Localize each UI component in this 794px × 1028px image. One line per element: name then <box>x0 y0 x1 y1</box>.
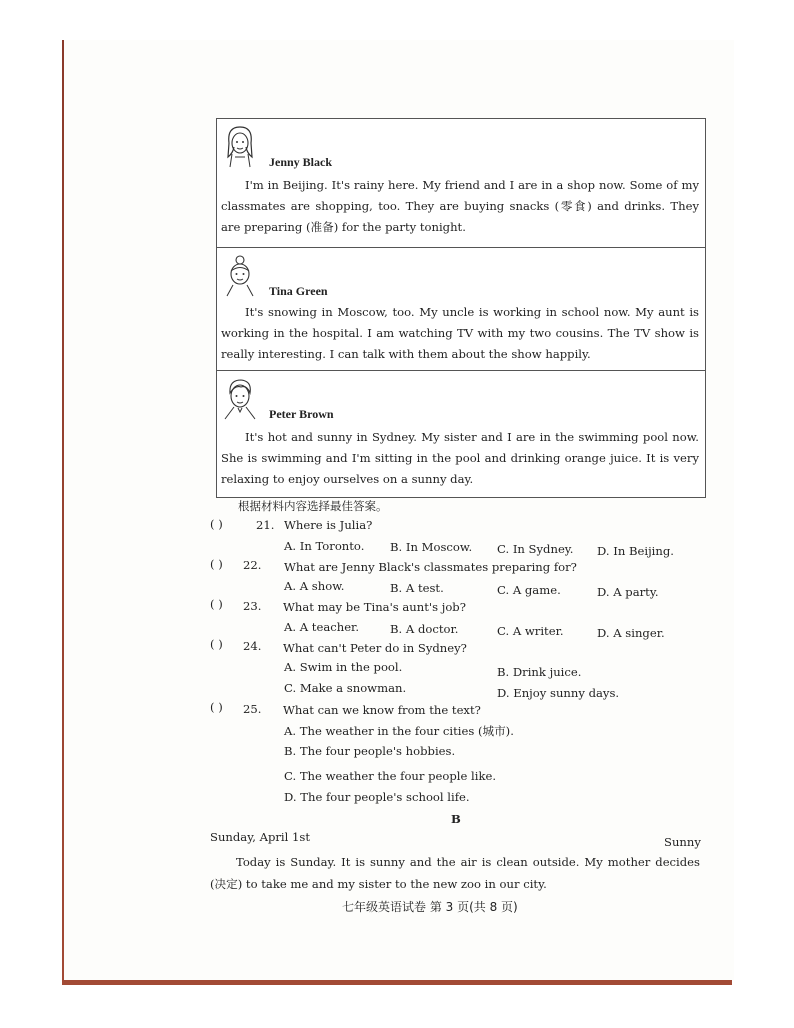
option-d[interactable]: D. In Beijing. <box>597 544 674 558</box>
option-c[interactable]: C. Make a snowman. <box>284 681 407 695</box>
diary-weather: Sunny <box>664 835 701 849</box>
option-d[interactable]: D. A singer. <box>597 626 665 640</box>
answer-blank[interactable]: ( ) <box>210 637 223 651</box>
option-d[interactable]: D. A party. <box>597 585 659 599</box>
answer-blank[interactable]: ( ) <box>210 557 223 571</box>
option-d[interactable]: D. Enjoy sunny days. <box>497 686 620 700</box>
option-d[interactable]: D. The four people's school life. <box>284 790 470 804</box>
instruction: 根据材料内容选择最佳答案。 <box>238 499 388 513</box>
answer-blank[interactable]: ( ) <box>210 597 223 611</box>
option-a[interactable]: A. The weather in the four cities (城市). <box>284 724 514 738</box>
answer-blank[interactable]: ( ) <box>210 700 223 714</box>
option-c[interactable]: C. The weather the four people like. <box>284 769 497 783</box>
question-stem: What can we know from the text? <box>283 703 481 717</box>
answer-blank[interactable]: ( ) <box>210 517 223 531</box>
option-b[interactable]: B. Drink juice. <box>497 665 582 679</box>
option-b[interactable]: B. A test. <box>390 581 444 595</box>
option-a[interactable]: A. Swim in the pool. <box>284 660 403 674</box>
passage-card-tina <box>216 247 706 371</box>
question-number: 22. <box>243 558 262 572</box>
card-text: It's hot and sunny in Sydney. My sister and I are in the swimming pool now. She is swimming and I'm sitting in the pool and drinking orange juice. It is very relaxing to enjoy ourselves on a sunny day. <box>221 430 699 486</box>
card-name: Tina Green <box>269 284 328 298</box>
card-name: Jenny Black <box>269 155 333 169</box>
page-footer: 七年级英语试卷 第 3 页(共 8 页) <box>342 900 518 914</box>
diary-date: Sunday, April 1st <box>210 830 311 844</box>
question-stem: What may be Tina's aunt's job? <box>283 600 466 614</box>
option-a[interactable]: A. A show. <box>284 579 345 593</box>
option-b[interactable]: B. In Moscow. <box>390 540 473 554</box>
passage-card-jenny <box>216 118 706 248</box>
question-stem: What can't Peter do in Sydney? <box>283 641 467 655</box>
option-a[interactable]: A. A teacher. <box>284 620 360 634</box>
question-stem: What are Jenny Black's classmates preparing for? <box>284 560 577 574</box>
passage-card-peter <box>216 370 706 498</box>
option-c[interactable]: C. A writer. <box>497 624 564 638</box>
question-number: 21. <box>256 518 275 532</box>
girl-avatar-icon <box>221 123 259 169</box>
boy-avatar-icon <box>221 375 259 421</box>
card-name: Peter Brown <box>269 407 334 421</box>
option-b[interactable]: B. A doctor. <box>390 622 459 636</box>
question-number: 23. <box>243 599 262 613</box>
card-text: It's snowing in Moscow, too. My uncle is working in school now. My aunt is working in the hospital. I am watching TV with my two cousins. The TV show is really interesting. I can talk with them about the show happily. <box>221 305 699 361</box>
option-c[interactable]: C. In Sydney. <box>497 542 574 556</box>
question-number: 24. <box>243 639 262 653</box>
card-text: I'm in Beijing. It's rainy here. My friend and I are in a shop now. Some of my classmates are shopping, too. They are buying snacks (零食) and drinks. They are preparing (准备) for the party tonight. <box>221 178 699 234</box>
option-b[interactable]: B. The four people's hobbies. <box>284 744 456 758</box>
scan-edge-bottom <box>62 980 732 985</box>
option-c[interactable]: C. A game. <box>497 583 561 597</box>
option-a[interactable]: A. In Toronto. <box>284 539 365 553</box>
girl-avatar-icon <box>221 252 259 298</box>
diary-paragraph: Today is Sunday. It is sunny and the air is clean outside. My mother decides (决定) to take me and my sister to the new zoo in our city. <box>210 855 700 891</box>
section-label: B <box>451 812 461 826</box>
question-number: 25. <box>243 702 262 716</box>
question-stem: Where is Julia? <box>284 518 373 532</box>
